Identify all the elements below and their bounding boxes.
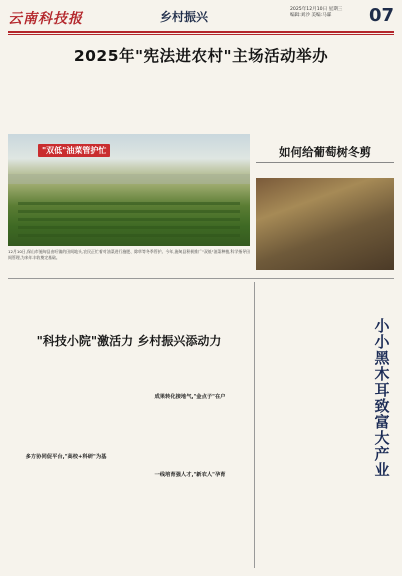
kejiao-article-title: "科技小院"激活力 乡村振兴添动力 [36, 334, 222, 348]
issue-meta [290, 7, 370, 19]
masthead [8, 6, 394, 30]
kejiao-subhead-3: 一线培育强人才,"新农人"孕育 [154, 472, 226, 478]
kejiao-subhead-2: 成果转化接地气,"金点子"在户 [154, 394, 226, 400]
photo-hills [8, 174, 250, 184]
photo-caption: 12月10日,保山市施甸县由旺镇的田间地头,农民正忙着对油菜进行施肥、除草等冬季管护。今年,施甸县积极推广"双低"油菜种植,科学指导田间管理,为来年丰收奠定基础。 [8, 249, 250, 261]
masthead-rule [8, 31, 394, 33]
section-divider [8, 278, 394, 279]
issue-date: 2025年12月10日 星期三 [290, 7, 343, 12]
issue-editors: 编辑:刘沙 美编:马霖 [290, 13, 332, 18]
rapeseed-field-photo [8, 134, 250, 246]
grapes-article-title: 如何给葡萄树冬剪 [279, 145, 371, 159]
page-number: 07 [368, 5, 394, 26]
photo-field-rows [18, 198, 240, 242]
main-headline: 2025年"宪法进农村"主场活动举办 [73, 47, 329, 65]
grapes-title-rule [256, 162, 394, 163]
column-divider [254, 282, 255, 568]
kejiao-subhead-1: 多方协同促平台,"高校+科研"为基 [25, 454, 107, 460]
black-fungus-vertical-headline: 小小黑木耳 致富大产业 [374, 317, 390, 479]
grape-vine-photo [256, 178, 394, 270]
masthead-rule-thin [8, 34, 394, 35]
section-title: 乡村振兴 [160, 10, 209, 24]
photo-title-label: "双低"油菜管护忙 [38, 144, 110, 157]
newspaper-logo: 云南科技报 [8, 11, 83, 27]
